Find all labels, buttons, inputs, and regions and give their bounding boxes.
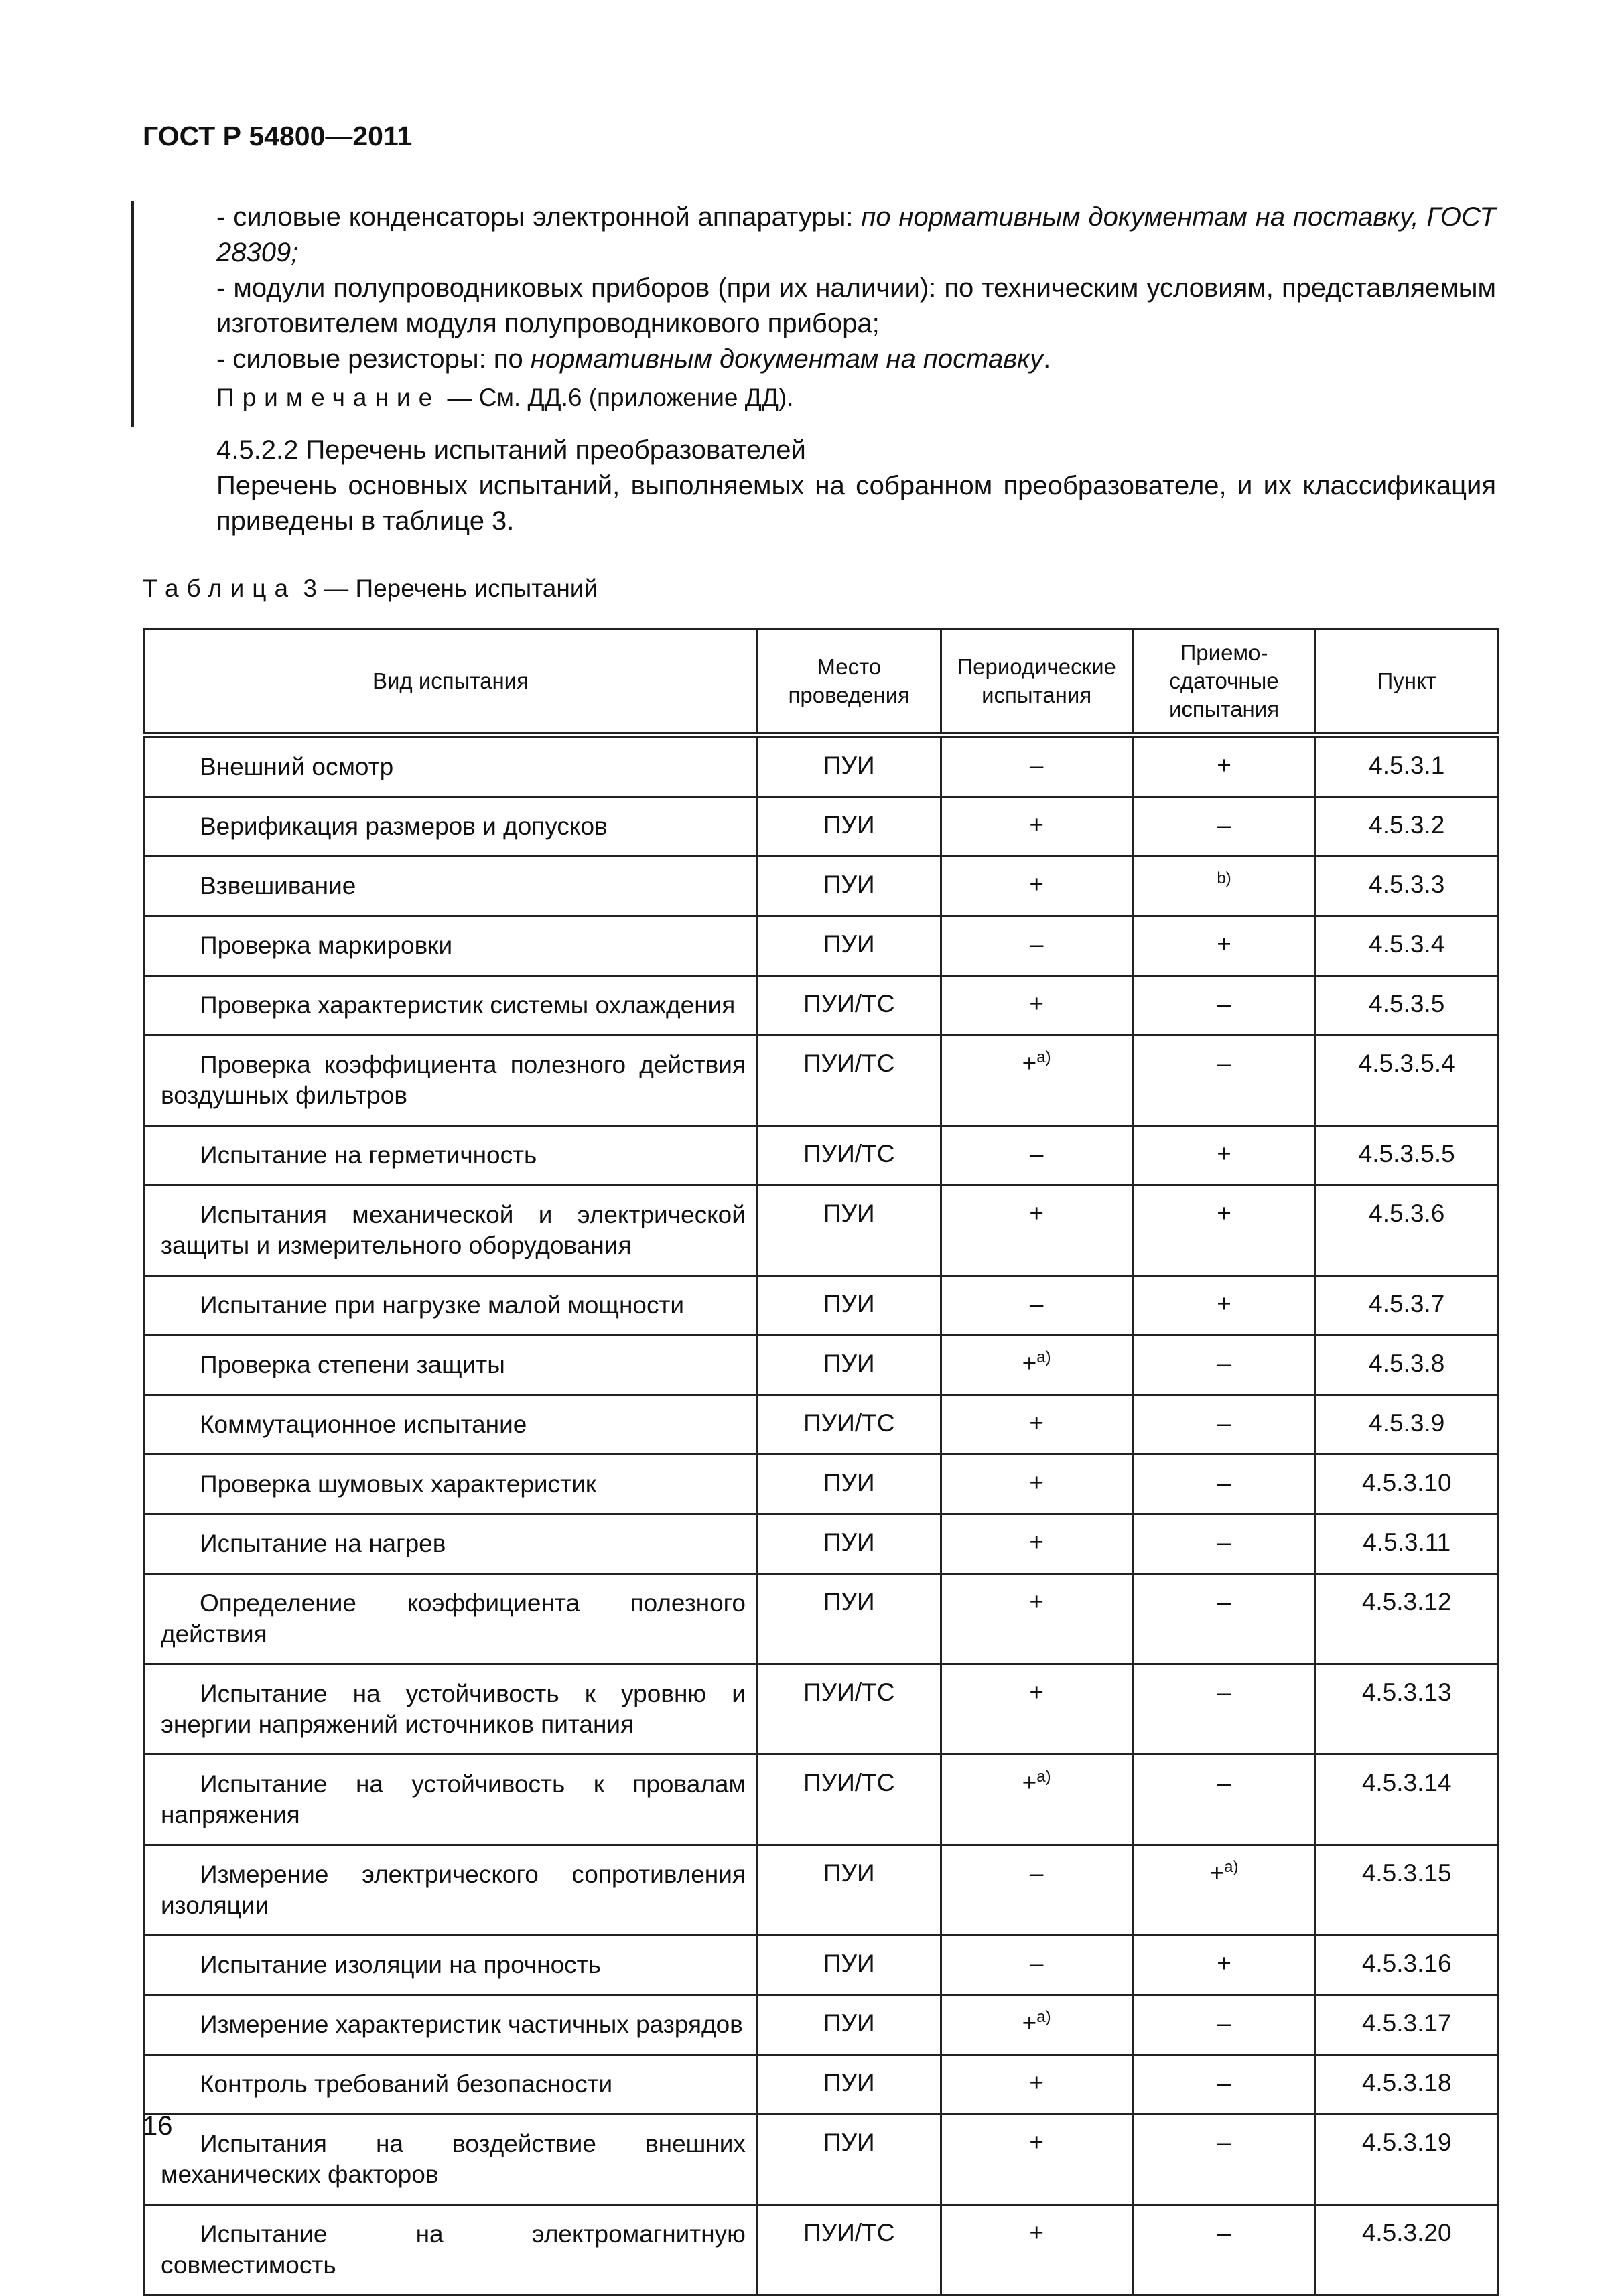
cell-clause-text: 4.5.3.17 [1361,2009,1452,2037]
cell-acceptance-text: + [1217,930,1231,958]
cell-acceptance [1132,735,1316,797]
cell-place [757,1936,941,1995]
cell-place [757,1845,941,1936]
cell-test-name-text: Испытание при нагрузке малой мощности [200,1291,685,1319]
cell-test-name [144,1574,758,1664]
cell-acceptance-text: + [1217,1950,1231,1977]
header-place-text: Место проведения [788,654,910,707]
cell-test-name-text: Испытание изоляции на прочность [200,1951,601,1979]
cell-test-name [144,797,758,857]
table-caption [143,575,598,603]
cell-place [757,916,941,976]
cell-test-name-text: Коммутационное испытание [200,1411,527,1438]
cell-periodic-text: + [1029,1409,1044,1437]
table-row [144,735,1498,797]
cell-test-name-text: Проверка характеристик системы охлаждения [200,991,736,1019]
cell-acceptance-text: + [1209,1859,1225,1887]
cell-periodic-footnote: a) [1036,2008,1051,2026]
cell-clause [1316,2114,1498,2205]
cell-place-text: ПУИ/ТС [803,990,895,1017]
table-row [144,1845,1498,1936]
cell-acceptance-text: – [1217,1469,1231,1496]
header-test-type: Вид испытания [144,630,758,735]
cell-test-name [144,2205,758,2295]
cell-acceptance-text: – [1217,1678,1231,1706]
table-header-row [144,630,1498,735]
cell-test-name [144,1035,758,1126]
section-text [143,468,1496,539]
cell-test-name [144,735,758,797]
cell-place-text: ПУИ [823,871,875,898]
cell-place [757,857,941,916]
cell-periodic [941,1336,1132,1395]
cell-place [757,2114,941,2205]
cell-periodic-footnote: a) [1036,1348,1051,1366]
cell-test-name-text: Контроль требований безопасности [200,2070,613,2098]
cell-periodic-text: – [1029,930,1044,958]
cell-acceptance [1132,976,1316,1035]
cell-clause [1316,916,1498,976]
tests-table [143,628,1499,2296]
cell-place [757,1336,941,1395]
cell-acceptance [1132,2205,1316,2295]
cell-clause [1316,1755,1498,1845]
cell-acceptance [1132,1995,1316,2055]
cell-periodic [941,2055,1132,2114]
cell-periodic [941,1995,1132,2055]
cell-periodic [941,1664,1132,1755]
cell-clause [1316,976,1498,1035]
cell-test-name-text: Испытание на устойчивость к провалам напряжения [161,1770,746,1828]
cell-periodic [941,2114,1132,2205]
paragraph-capacitors [143,200,1496,271]
cell-acceptance-text: – [1217,990,1231,1017]
table-row [144,1455,1498,1514]
cell-acceptance [1132,857,1316,916]
cell-acceptance [1132,1455,1316,1514]
cell-clause [1316,1395,1498,1455]
cell-place [757,797,941,857]
cell-test-name [144,1186,758,1276]
capacitors-text: - силовые конденсаторы электронной аппаратуры: [216,202,862,232]
cell-place [757,1995,941,2055]
cell-periodic [941,1574,1132,1664]
cell-place [757,1276,941,1336]
cell-test-name-text: Верификация размеров и допусков [200,812,608,840]
cell-clause-text: 4.5.3.1 [1369,751,1445,779]
cell-clause [1316,797,1498,857]
cell-place [757,1395,941,1455]
cell-acceptance-text: – [1217,2219,1231,2246]
cell-place [757,2055,941,2114]
cell-test-name [144,1664,758,1755]
cell-test-name [144,1995,758,2055]
cell-test-name-text: Испытание на нагрев [200,1530,446,1557]
cell-acceptance-text: + [1217,1200,1231,1227]
note [216,384,793,412]
table-row [144,797,1498,857]
cell-clause-text: 4.5.3.12 [1361,1588,1452,1616]
table-caption-text: 3 — Перечень испытаний [296,575,598,602]
table-row [144,1664,1498,1755]
cell-acceptance [1132,1664,1316,1755]
cell-clause-text: 4.5.3.8 [1369,1350,1445,1377]
table-row [144,1755,1498,1845]
cell-acceptance [1132,1574,1316,1664]
cell-acceptance [1132,1936,1316,1995]
page-number: 16 [143,2111,173,2141]
cell-periodic [941,1514,1132,1574]
cell-periodic-text: – [1029,1140,1044,1167]
cell-clause-text: 4.5.3.14 [1361,1769,1452,1796]
cell-periodic [941,857,1132,916]
cell-place-text: ПУИ [823,1859,875,1887]
resistors-text: - силовые резисторы: по [216,344,531,374]
cell-acceptance-text: + [1217,1140,1231,1167]
cell-clause [1316,1936,1498,1995]
header-place [757,630,941,735]
cell-test-name-text: Взвешивание [200,872,356,900]
cell-periodic-text: + [1029,871,1044,898]
note-label: Примечание [216,384,441,411]
cell-clause-text: 4.5.3.19 [1361,2129,1452,2156]
cell-test-name [144,2114,758,2205]
cell-clause [1316,735,1498,797]
header-clause: Пункт [1316,630,1498,735]
cell-place-text: ПУИ/ТС [803,1050,895,1077]
cell-clause [1316,1845,1498,1936]
table-row [144,1035,1498,1126]
cell-periodic-text: + [1029,1588,1044,1616]
cell-periodic-text: + [1022,1769,1037,1796]
header-periodic-text: Периодические испытания [957,654,1116,707]
cell-acceptance [1132,2114,1316,2205]
cell-acceptance [1132,1395,1316,1455]
cell-periodic [941,735,1132,797]
cell-acceptance [1132,1276,1316,1336]
cell-place [757,2205,941,2295]
cell-test-name [144,1276,758,1336]
cell-periodic-text: + [1029,2219,1044,2246]
cell-acceptance-footnote: a) [1224,1858,1239,1876]
cell-clause-text: 4.5.3.9 [1369,1409,1445,1437]
cell-periodic [941,1395,1132,1455]
cell-clause-text: 4.5.3.16 [1361,1950,1452,1977]
table-caption-label: Таблица [143,575,297,602]
cell-periodic-text: + [1029,1678,1044,1706]
table-row [144,1126,1498,1186]
cell-acceptance-text: – [1217,1528,1231,1556]
cell-periodic-text: + [1029,2069,1044,2096]
cell-clause [1316,1126,1498,1186]
cell-test-name [144,857,758,916]
cell-test-name-text: Испытания на воздействие внешних механических факторов [161,2130,746,2188]
cell-periodic [941,1276,1132,1336]
cell-clause [1316,1455,1498,1514]
cell-periodic-text: + [1029,1200,1044,1227]
section-heading [143,433,1496,468]
cell-acceptance-text: – [1217,811,1231,839]
cell-clause-text: 4.5.3.4 [1369,930,1445,958]
cell-place [757,1126,941,1186]
cell-periodic-text: + [1022,2009,1037,2037]
section-heading-text: 4.5.2.2 Перечень испытаний преобразователей [216,435,806,465]
table-row [144,1574,1498,1664]
cell-periodic [941,1936,1132,1995]
cell-acceptance-text: – [1217,1409,1231,1437]
cell-acceptance [1132,1035,1316,1126]
cell-test-name-text: Проверка маркировки [200,932,453,959]
cell-test-name [144,1336,758,1395]
table-row [144,1395,1498,1455]
cell-acceptance-text: – [1217,2069,1231,2096]
cell-clause [1316,1186,1498,1276]
cell-place-text: ПУИ [823,1528,875,1556]
cell-acceptance-text: – [1217,2009,1231,2037]
cell-acceptance [1132,1126,1316,1186]
cell-place-text: ПУИ [823,1469,875,1496]
cell-clause [1316,857,1498,916]
cell-test-name-text: Измерение характеристик частичных разрядов [200,2011,743,2038]
cell-place-text: ПУИ [823,1588,875,1616]
cell-place-text: ПУИ [823,751,875,779]
resistors-italic: нормативным документам на поставку [530,344,1044,374]
cell-test-name-text: Проверка степени защиты [200,1351,505,1378]
cell-periodic [941,1845,1132,1936]
cell-acceptance [1132,1514,1316,1574]
cell-clause-text: 4.5.3.7 [1369,1290,1445,1317]
cell-test-name [144,1455,758,1514]
cell-acceptance-text: – [1217,1769,1231,1796]
cell-periodic [941,2205,1132,2295]
cell-periodic [941,797,1132,857]
cell-test-name-text: Испытание на устойчивость к уровню и энергии напряжений источников питания [161,1680,746,1738]
cell-place [757,1664,941,1755]
cell-acceptance [1132,1755,1316,1845]
cell-test-name-text: Измерение электрического сопротивления изоляции [161,1861,746,1919]
cell-acceptance [1132,1845,1316,1936]
document-header: ГОСТ Р 54800—2011 [143,121,413,151]
cell-acceptance-text: + [1217,751,1231,779]
cell-clause [1316,1276,1498,1336]
cell-clause-text: 4.5.3.6 [1369,1200,1445,1227]
cell-clause-text: 4.5.3.13 [1361,1678,1452,1706]
cell-place-text: ПУИ/ТС [803,2219,895,2246]
cell-periodic-text: + [1029,990,1044,1017]
cell-periodic-text: – [1029,751,1044,779]
table-row [144,1276,1498,1336]
cell-clause [1316,1514,1498,1574]
cell-place [757,1574,941,1664]
resistors-end: . [1043,344,1051,374]
cell-test-name [144,1514,758,1574]
cell-place [757,1455,941,1514]
cell-clause-text: 4.5.3.5 [1369,990,1445,1017]
cell-periodic-text: + [1029,1528,1044,1556]
cell-clause-text: 4.5.3.18 [1361,2069,1452,2096]
cell-place-text: ПУИ [823,2009,875,2037]
section-body-text: Перечень основных испытаний, выполняемых на собранном преобразователе, и их классификация приведены в таблице 3. [216,471,1496,536]
cell-periodic-text: + [1022,1050,1037,1077]
cell-place [757,1186,941,1276]
cell-acceptance [1132,1186,1316,1276]
cell-periodic-footnote: a) [1036,1768,1051,1786]
table-row [144,916,1498,976]
capacitors-italic: по нормативным документам на поставку, ГОСТ 28309; [216,202,1496,267]
change-bar [131,201,134,427]
cell-place-text: ПУИ/ТС [803,1769,895,1796]
cell-clause [1316,1035,1498,1126]
cell-acceptance [1132,797,1316,857]
cell-clause [1316,2205,1498,2295]
cell-test-name [144,1755,758,1845]
cell-test-name-text: Испытание на электромагнитную совместимость [161,2220,746,2279]
cell-place [757,1514,941,1574]
cell-test-name [144,1845,758,1936]
cell-periodic [941,976,1132,1035]
cell-test-name-text: Проверка шумовых характеристик [200,1470,596,1498]
cell-place-text: ПУИ [823,811,875,839]
cell-periodic-text: + [1029,1469,1044,1496]
cell-clause-text: 4.5.3.3 [1369,871,1445,898]
cell-acceptance-text: – [1217,1050,1231,1077]
cell-acceptance-text: – [1217,1588,1231,1616]
cell-periodic [941,916,1132,976]
cell-place [757,976,941,1035]
cell-periodic-text: + [1029,811,1044,839]
table-row [144,1186,1498,1276]
cell-place-text: ПУИ [823,1950,875,1977]
cell-periodic [941,1455,1132,1514]
cell-place-text: ПУИ [823,2129,875,2156]
cell-clause [1316,1574,1498,1664]
cell-acceptance-text: – [1217,1350,1231,1377]
cell-place [757,735,941,797]
cell-place-text: ПУИ [823,930,875,958]
cell-clause-text: 4.5.3.15 [1361,1859,1452,1887]
note-text: — См. ДД.6 (приложение ДД). [440,384,794,411]
cell-place-text: ПУИ/ТС [803,1140,895,1167]
paragraph-modules [143,271,1496,342]
cell-test-name-text: Определение коэффициента полезного действия [161,1589,746,1648]
table-row [144,1514,1498,1574]
cell-clause-text: 4.5.3.5.5 [1358,1140,1455,1167]
cell-periodic [941,1186,1132,1276]
table-row [144,976,1498,1035]
cell-test-name-text: Проверка коэффициента полезного действия воздушных фильтров [161,1051,746,1109]
table-row [144,1336,1498,1395]
cell-place-text: ПУИ [823,1350,875,1377]
cell-test-name [144,916,758,976]
cell-acceptance [1132,2055,1316,2114]
cell-acceptance [1132,916,1316,976]
cell-periodic-text: – [1029,1859,1044,1887]
table-row [144,2205,1498,2295]
cell-test-name [144,1936,758,1995]
cell-periodic-text: – [1029,1950,1044,1977]
cell-test-name-text: Испытание на герметичность [200,1141,537,1169]
cell-clause [1316,1336,1498,1395]
cell-clause-text: 4.5.3.20 [1361,2219,1452,2246]
cell-test-name [144,1126,758,1186]
cell-clause-text: 4.5.3.10 [1361,1469,1452,1496]
modules-text: - модули полупроводниковых приборов (при их наличии): по техническим условиям, представляемым изготовителем модуля полупроводникового прибора; [216,273,1496,338]
cell-periodic-footnote: a) [1036,1048,1051,1066]
cell-periodic-text: + [1029,2129,1044,2156]
cell-acceptance-text: – [1217,2129,1231,2156]
table-row [144,1936,1498,1995]
cell-place [757,1035,941,1126]
cell-periodic [941,1755,1132,1845]
cell-test-name [144,2055,758,2114]
cell-periodic-text: + [1022,1350,1037,1377]
cell-acceptance [1132,1336,1316,1395]
cell-place-text: ПУИ [823,1290,875,1317]
cell-clause [1316,1995,1498,2055]
cell-place-text: ПУИ/ТС [803,1409,895,1437]
cell-test-name [144,976,758,1035]
cell-place-text: ПУИ/ТС [803,1678,895,1706]
cell-place-text: ПУИ [823,2069,875,2096]
cell-clause-text: 4.5.3.11 [1363,1528,1451,1556]
table-row [144,857,1498,916]
cell-periodic [941,1035,1132,1126]
cell-clause-text: 4.5.3.5.4 [1358,1050,1455,1077]
paragraph-resistors [143,342,1496,377]
cell-place-text: ПУИ [823,1200,875,1227]
cell-clause-text: 4.5.3.2 [1369,811,1445,839]
cell-clause [1316,1664,1498,1755]
header-acceptance-text: Приемо-сдаточные испытания [1168,640,1280,721]
cell-test-name [144,1395,758,1455]
cell-test-name-text: Внешний осмотр [200,753,394,780]
table-row [144,1995,1498,2055]
cell-clause [1316,2055,1498,2114]
table-row [144,2114,1498,2205]
header-acceptance [1132,630,1316,735]
header-periodic [941,630,1132,735]
cell-periodic [941,1126,1132,1186]
cell-place [757,1755,941,1845]
table-row [144,2055,1498,2114]
cell-acceptance-text: + [1217,1290,1231,1317]
cell-test-name-text: Испытания механической и электрической защиты и измерительного оборудования [161,1201,746,1259]
cell-periodic-text: – [1029,1290,1044,1317]
cell-acceptance-footnote: b) [1217,869,1231,887]
